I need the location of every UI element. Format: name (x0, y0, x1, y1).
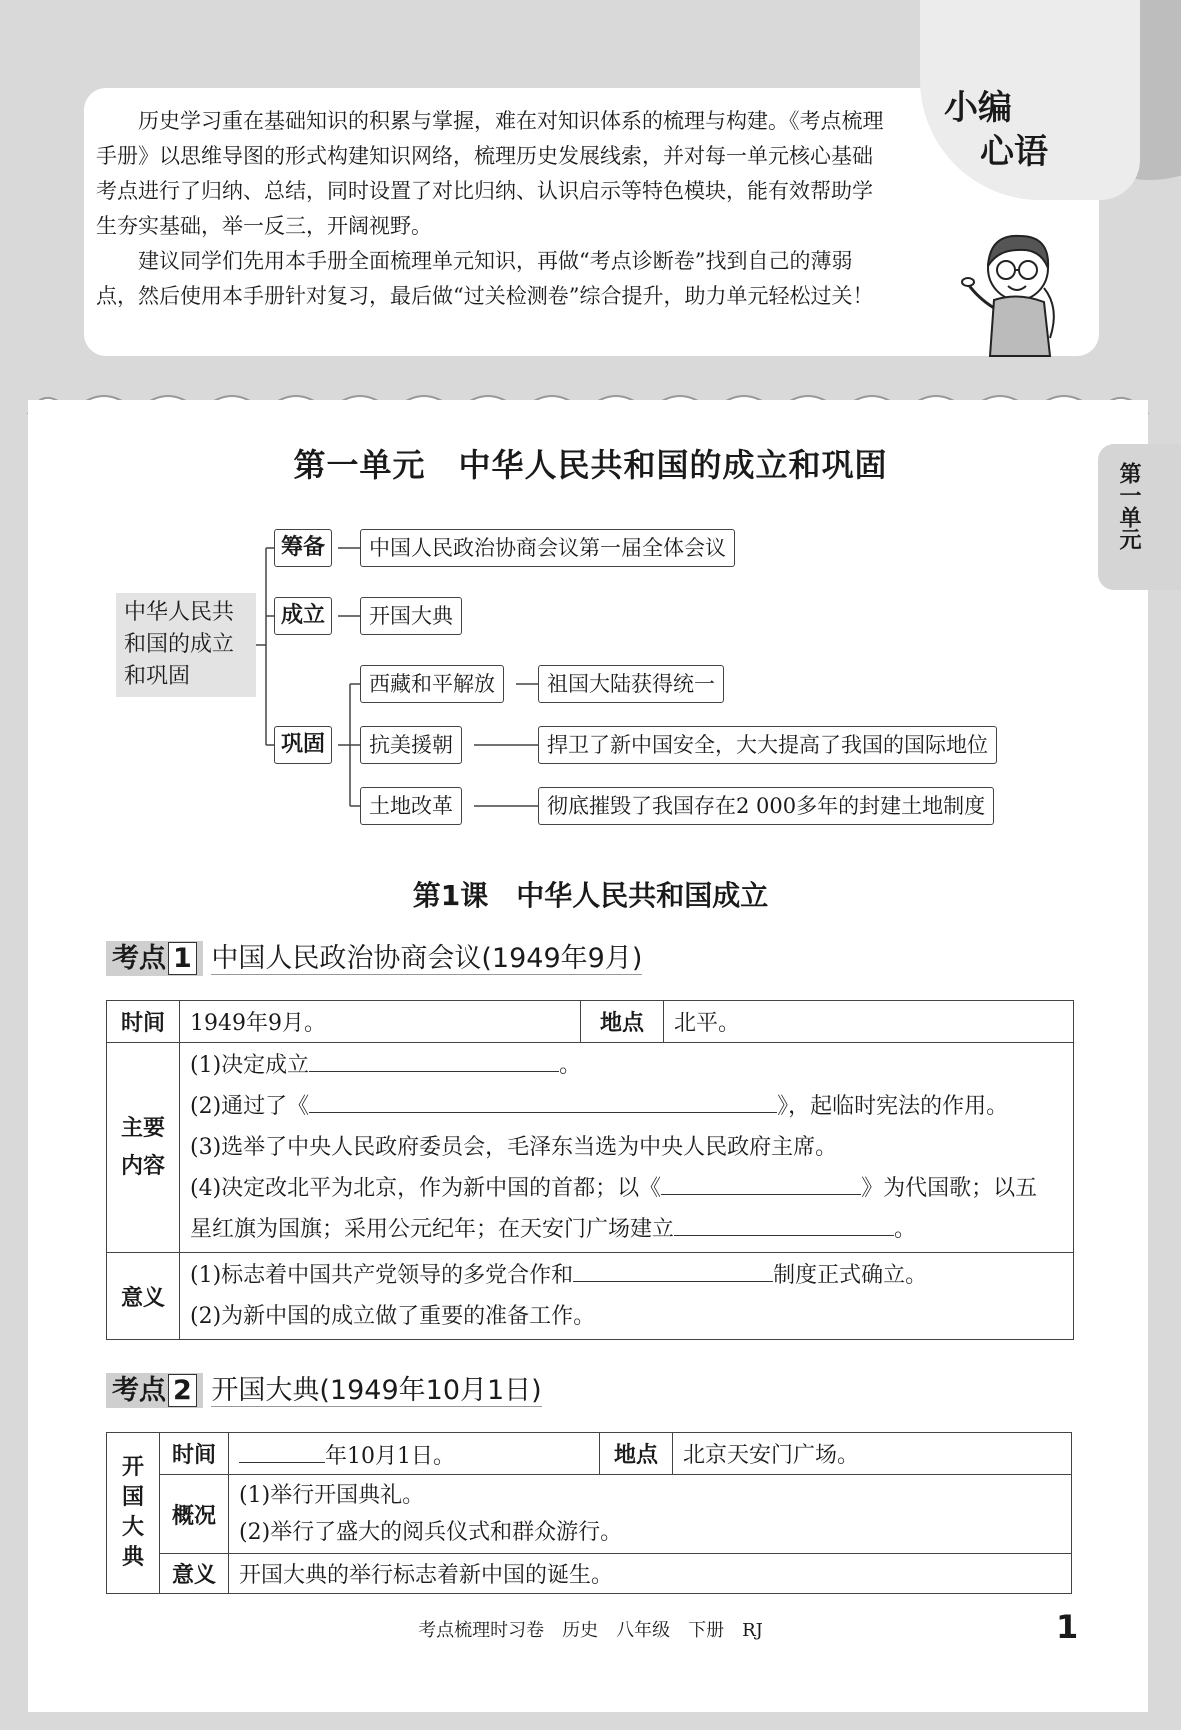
page-number: 1 (1056, 1608, 1079, 1646)
overview-line: (1)举行开国典礼。 (239, 1483, 425, 1508)
content-line: (3)选举了中央人民政府委员会，毛泽东当选为中央人民政府主席。 (190, 1135, 838, 1160)
kp-title: 中国人民政治协商会议(1949年9月) (211, 943, 643, 974)
mindmap-branch-consolidate: 巩固 (274, 726, 332, 764)
overview-line: (2)举行了盛大的阅兵仪式和群众游行。 (239, 1520, 623, 1545)
content-line: (1)决定成立 。 (190, 1045, 1063, 1086)
kp2-heading (106, 1368, 542, 1407)
fill-blank[interactable] (573, 1257, 773, 1282)
cell-meaning: 开国大典的举行标志着新中国的诞生。 (229, 1554, 1072, 1594)
fill-blank[interactable] (674, 1211, 894, 1236)
page-footer: 考点梳理时习卷 历史 八年级 下册 RJ (418, 1620, 763, 1641)
mindmap-leaf: 土地改革 (360, 787, 462, 825)
cell-place: 北京天安门广场。 (673, 1433, 1072, 1475)
kp1-heading (106, 936, 642, 975)
mindmap-result: 彻底摧毁了我国存在2 000多年的封建土地制度 (538, 787, 994, 825)
cell-label: 地点 (581, 1001, 664, 1043)
mindmap-root: 中华人民共和国的成立和巩固 (116, 593, 256, 697)
intro-paragraph: 建议同学们先用本手册全面梳理单元知识，再做“考点诊断卷”找到自己的薄弱点，然后使用本手册针对复习，最后做“过关检测卷”综合提升，助力单元轻松过关！ (96, 249, 874, 308)
kp-number: 1 (168, 942, 197, 975)
kp-title: 开国大典(1949年10月1日) (211, 1375, 542, 1406)
unit-title: 第一单元 中华人民共和国的成立和巩固 (293, 446, 888, 484)
badge-title-line2: 心语 (980, 132, 1048, 172)
mindmap-branch-found: 成立 (274, 597, 332, 635)
cell-label: 时间 (160, 1433, 229, 1475)
meaning-line: (2)为新中国的成立做了重要的准备工作。 (190, 1304, 596, 1329)
lesson-title: 第1课 中华人民共和国成立 (412, 879, 769, 912)
content-line: (2)通过了《 》，起临时宪法的作用。 (190, 1086, 1063, 1127)
kp-tag: 考点 2 (106, 1373, 203, 1408)
mindmap-branch-prepare: 筹备 (274, 529, 332, 567)
meaning-line: (1)标志着中国共产党领导的多党合作和 制度正式确立。 (190, 1255, 1063, 1296)
fill-blank[interactable] (309, 1047, 559, 1072)
cell-meaning (180, 1253, 1074, 1340)
cell-overview (229, 1475, 1072, 1554)
cell-label: 概况 (160, 1475, 229, 1554)
kp2-table (106, 1432, 1072, 1594)
intro-paragraph: 历史学习重在基础知识的积累与掌握，难在对知识体系的梳理与构建。《考点梳理手册》以思维导图的形式构建知识网络，梳理历史发展线索，并对每一单元核心基础考点进行了归纳、总结，同时设置了对比归纳、认识启示等特色模块，能有效帮助学生夯实基础，举一反三，开阔视野。 (96, 109, 884, 238)
cell-label: 意义 (107, 1253, 180, 1340)
unit-side-tab-label: 第一单元 (1116, 462, 1141, 550)
mindmap-leaf: 抗美援朝 (360, 726, 462, 764)
content-line: 星红旗为国旗；采用公元纪年；在天安门广场建立 。 (190, 1209, 1063, 1250)
cell-side-label: 开国大典 (107, 1433, 160, 1594)
mindmap-leaf: 开国大典 (360, 597, 462, 635)
fill-blank[interactable] (661, 1170, 861, 1195)
kp1-table (106, 1000, 1074, 1340)
cell-label: 意义 (160, 1554, 229, 1594)
kp-tag: 考点 1 (106, 941, 203, 976)
cell-place: 北平。 (664, 1001, 1074, 1043)
cell-content (180, 1043, 1074, 1253)
fill-blank[interactable] (239, 1438, 325, 1463)
kp-number: 2 (168, 1374, 197, 1407)
badge-title-line1: 小编 (944, 88, 1012, 128)
cell-time: 1949年9月。 (180, 1001, 581, 1043)
mindmap-result: 祖国大陆获得统一 (538, 665, 724, 703)
mindmap-result: 捍卫了新中国安全，大大提高了我国的国际地位 (538, 726, 997, 764)
content-line: (4)决定改北平为北京，作为新中国的首都；以《 》为代国歌；以五 (190, 1168, 1063, 1209)
cell-label: 时间 (107, 1001, 180, 1043)
cell-label: 主要内容 (107, 1043, 180, 1253)
fill-blank[interactable] (309, 1088, 777, 1113)
cell-label: 地点 (600, 1433, 673, 1475)
mindmap-leaf: 西藏和平解放 (360, 665, 504, 703)
mindmap-leaf: 中国人民政治协商会议第一届全体会议 (360, 529, 735, 567)
cell-time: 年10月1日。 (229, 1433, 600, 1475)
